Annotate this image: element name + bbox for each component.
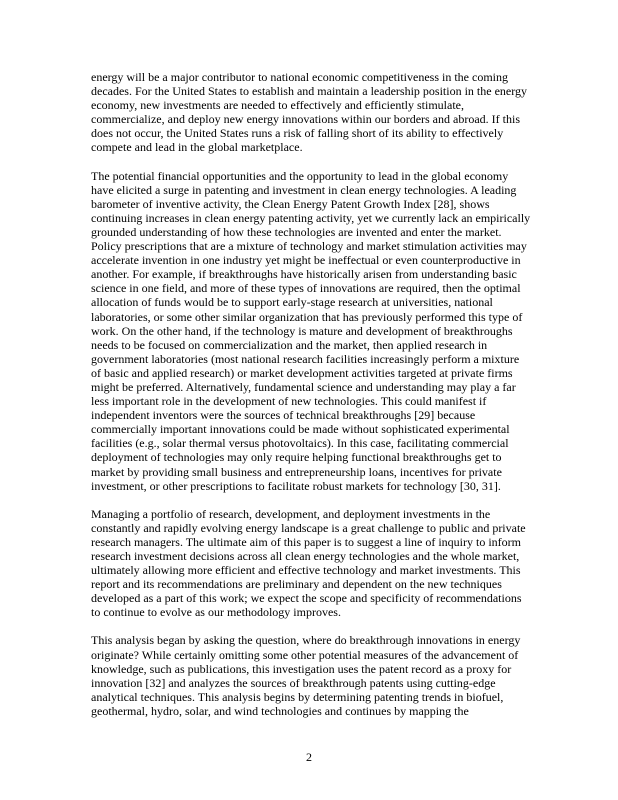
page-number: 2: [306, 750, 312, 764]
paragraph-3: Managing a portfolio of research, development, and deployment investments in the constantly and rapidly evolving energy landscape is a great challenge to public and private research managers. The ultimate aim of this paper is to suggest a line of inquiry to inform research investment decisions across all clean energy technologies and the whole market, ultimately allowing more efficient and effective technology and market investments. This report and its recommendations are preliminary and dependent on the new techniques developed as a part of this work; we expect the scope and specificity of recommendations to continue to evolve as our methodology improves.: [91, 506, 526, 620]
paragraph-4: This analysis began by asking the question, where do breakthrough innovations in energy originate? While certainly omitting some other potential measures of the advancement of knowledge, such as publications, this investigation uses the patent record as a proxy for innovation [32] and analyzes the sources of breakthrough patents using cutting-edge analytical techniques. This analysis begins by determining patenting trends in biofuel, geothermal, hydro, solar, and wind technologies and continues by mapping the: [91, 633, 521, 718]
body-text: [91, 70, 532, 732]
paragraph-2: The potential financial opportunities and the opportunity to lead in the global economy have elicited a surge in patenting and investment in clean energy technologies. A leading barometer of inventive activity, the Clean Energy Patent Growth Index [28], shows continuing increases in clean energy patenting activity, yet we currently lack an empirically grounded understanding of how these technologies are invented and enter the market. Policy prescriptions that are a mixture of technology and market stimulation activities may accelerate invention in one industry yet might be ineffectual or even counterproductive in another. For example, if breakthroughs have historically arisen from understanding basic science in one field, and more of these types of innovations are required, then the optimal allocation of funds would be to support early-stage research at universities, national laboratories, or some other similar organization that has previously performed this type of work. On the other hand, if the technology is mature and development of breakthroughs needs to be focused on commercialization and the market, then applied research in government laboratories (most national research facilities increasingly perform a mixture of basic and applied research) or market development activities targeted at private firms might be preferred. Alternatively, fundamental science and understanding may play a far less important role in the development of new technologies. This could manifest if independent inventors were the sources of technical breakthroughs [29] because commercially important innovations could be made without sophisticated experimental facilities (e.g., solar thermal versus photovoltaics). In this case, facilitating commercial deployment of technologies may only require helping functional breakthroughs get to market by providing small business and entrepreneurship loans, incentives for private investment, or other prescriptions to facilitate robust markets for technology [30, 31].: [91, 168, 531, 493]
paragraph-1: energy will be a major contributor to national economic competitiveness in the coming decades. For the United States to establish and maintain a leadership position in the energy economy, new investments are needed to effectively and efficiently stimulate, commercialize, and deploy new energy innovations within our borders and abroad. If this does not occur, the United States runs a risk of falling short of its ability to effectively compete and lead in the global marketplace.: [91, 70, 528, 155]
